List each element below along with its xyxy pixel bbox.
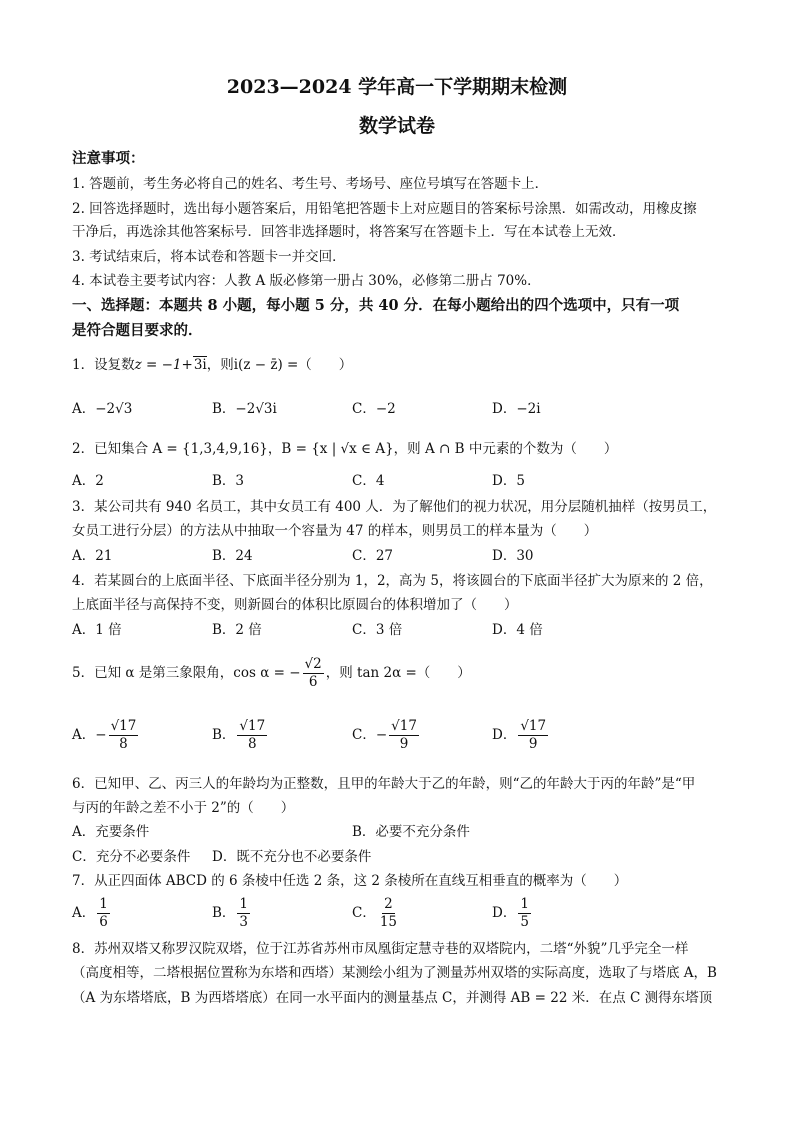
exam-subtitle: 数学试卷 bbox=[358, 115, 435, 137]
q4-option-b: B．2 倍 bbox=[212, 622, 262, 638]
q1-option-d: D．−2i bbox=[492, 401, 541, 417]
notice-item-1: 1. 答题前，考生务必将自己的姓名、考生号、考场号、座位号填写在答题卡上． bbox=[72, 176, 549, 192]
question-8-cont-2: （A 为东塔塔底，B 为西塔塔底）在同一水平面内的测量基点 C，并测得 AB = 22 米．在点 C 测得东塔顶 bbox=[72, 990, 713, 1006]
q7-option-d-den: 5 bbox=[520, 914, 529, 930]
q3-option-a: A．21 bbox=[72, 548, 113, 564]
question-8-cont-1: （高度相等，二塔根据位置称为东塔和西塔）某测绘小组为了测量苏州双塔的实际高度，选取了与塔底 A，B bbox=[72, 965, 717, 981]
q7-option-b-num: 1 bbox=[239, 896, 249, 912]
q1-option-c: C．−2 bbox=[352, 401, 396, 417]
question-6-cont: 与丙的年龄之差不小于 2”的（ ） bbox=[72, 800, 295, 816]
notice-item-4: 4. 本试卷主要考试内容：人教 A 版必修第一册占 30%，必修第二册占 70%． bbox=[72, 273, 541, 289]
q5-option-d-den: 9 bbox=[528, 736, 538, 752]
q1-stem-d: ，则 bbox=[206, 357, 234, 373]
q5-frac-den: 6 bbox=[308, 674, 318, 690]
q5-option-c bbox=[352, 718, 421, 753]
q5-option-c-frac bbox=[389, 718, 419, 753]
q4-option-d: D．4 倍 bbox=[492, 622, 543, 638]
q3-option-b: B．24 bbox=[212, 548, 253, 564]
notice-item-3: 3. 考试结束后，将本试卷和答题卡一并交回． bbox=[72, 249, 346, 265]
q5-option-c-den: 9 bbox=[399, 736, 409, 752]
question-4-cont: 上底面半径与高保持不变，则新圆台的体积比原圆台的体积增加了（ ） bbox=[72, 597, 518, 613]
q4-option-c: C．3 倍 bbox=[352, 622, 403, 638]
question-8: 8．苏州双塔又称罗汉院双塔，位于江苏省苏州市凤凰街定慧寺巷的双塔院内，二塔“外貌”几乎完全一样 bbox=[72, 941, 689, 957]
exam-title: 2023—2024 学年高一下学期期末检测 bbox=[226, 76, 568, 98]
question-7: 7．从正四面体 ABCD 的 6 条棱中任选 2 条，这 2 条棱所在直线互相垂直的概率为（ ） bbox=[72, 873, 628, 889]
q2-option-d: D．5 bbox=[492, 473, 525, 489]
notice-item-2-cont: 干净后，再选涂其他答案标号．回答非选择题时，将答案写在答题卡上．写在本试卷上无效． bbox=[72, 224, 626, 240]
question-3: 3．某公司共有 940 名员工，其中女员工有 400 人．为了解他们的视力状况，用分层随机抽样（按男员工， bbox=[72, 499, 717, 515]
q5-option-b bbox=[212, 718, 269, 753]
q7-option-c-num: 2 bbox=[384, 896, 393, 912]
q3-option-c: C．27 bbox=[352, 548, 394, 564]
q1-option-a-value: √3 bbox=[115, 401, 133, 417]
q7-option-b-den: 3 bbox=[239, 914, 249, 930]
q5-option-c-label: C．− bbox=[352, 727, 388, 743]
q7-option-a-label: A． bbox=[72, 905, 96, 921]
q5-option-a-num: √17 bbox=[110, 718, 137, 734]
q5-option-b-den: 8 bbox=[248, 736, 257, 752]
q1-option-b-value: √3i bbox=[255, 401, 277, 417]
q1-stem-e: i(z − z̄) =（ ） bbox=[233, 357, 353, 373]
q5-option-b-num: √17 bbox=[239, 718, 266, 734]
notice-heading: 注意事项： bbox=[72, 150, 145, 167]
question-4: 4．若某圆台的上底面半径、下底面半径分别为 1，2，高为 5，将该圆台的下底面半径扩大为原来的 2 倍， bbox=[72, 573, 713, 589]
q7-option-a-den: 6 bbox=[99, 914, 108, 930]
q1-option-b-label: B．−2 bbox=[212, 401, 256, 417]
q5-option-c-num: √17 bbox=[391, 718, 417, 734]
q6-option-d: D．既不充分也不必要条件 bbox=[212, 849, 372, 865]
question-5 bbox=[72, 656, 732, 691]
q7-option-c bbox=[352, 896, 401, 931]
q1-stem-c: 3i bbox=[193, 357, 207, 373]
q5-fraction bbox=[303, 656, 324, 691]
q1-option-b bbox=[212, 400, 277, 418]
q2-option-b: B．3 bbox=[212, 473, 245, 489]
q6-option-b: B．必要不充分条件 bbox=[352, 824, 470, 840]
q5-option-d-label: D． bbox=[492, 727, 517, 743]
question-3-cont: 女员工进行分层）的方法从中抽取一个容量为 47 的样本，则男员工的样本量为（ ） bbox=[72, 523, 598, 539]
q7-option-b-frac bbox=[237, 896, 250, 931]
section-heading-cont: 是符合题目要求的． bbox=[72, 322, 203, 339]
q7-option-c-den: 15 bbox=[379, 914, 398, 930]
q5-stem-a: 5．已知 α 是第三象限角，cos α = − bbox=[72, 665, 301, 681]
q5-option-a-den: 8 bbox=[119, 736, 128, 752]
q1-option-a bbox=[72, 400, 132, 418]
q7-option-a-frac bbox=[97, 896, 110, 931]
q7-option-d-frac bbox=[518, 896, 531, 931]
q5-option-b-label: B． bbox=[212, 727, 236, 743]
q5-option-a-label: A．− bbox=[72, 727, 107, 743]
q7-option-d bbox=[492, 896, 533, 931]
q7-option-c-frac bbox=[378, 896, 399, 931]
q5-option-d bbox=[492, 718, 550, 753]
q2-option-c: C．4 bbox=[352, 473, 385, 489]
q5-option-d-frac bbox=[518, 718, 548, 753]
q5-option-d-num: √17 bbox=[520, 718, 547, 734]
q1-option-a-label: A．−2 bbox=[72, 401, 116, 417]
question-2: 2．已知集合 A = {1,3,4,9,16}，B = {x | √x ∈ A}，则 A ∩ B 中元素的个数为（ ） bbox=[72, 441, 618, 457]
q1-stem-b: z = −1+ bbox=[134, 357, 193, 373]
q4-option-a: A．1 倍 bbox=[72, 622, 122, 638]
q5-option-a-frac bbox=[109, 718, 139, 753]
q7-option-a-num: 1 bbox=[99, 896, 108, 912]
question-1 bbox=[72, 356, 732, 374]
q7-option-b bbox=[212, 896, 252, 931]
q7-option-c-label: C． bbox=[352, 905, 376, 921]
q2-option-a: A．2 bbox=[72, 473, 104, 489]
q7-option-d-num: 1 bbox=[520, 896, 529, 912]
section-heading: 一、选择题：本题共 8 小题，每小题 5 分，共 40 分．在每小题给出的四个选项中，只有一项 bbox=[72, 297, 680, 314]
q1-stem-a: 1．设复数 bbox=[72, 357, 135, 373]
q3-option-d: D．30 bbox=[492, 548, 534, 564]
question-6: 6．已知甲、乙、丙三人的年龄均为正整数，且甲的年龄大于乙的年龄，则“乙的年龄大于丙的年龄”是“甲 bbox=[72, 776, 696, 792]
q7-option-a bbox=[72, 896, 112, 931]
q7-option-d-label: D． bbox=[492, 905, 517, 921]
q5-frac-num: √2 bbox=[304, 656, 322, 672]
q6-option-c: C．充分不必要条件 bbox=[72, 849, 191, 865]
notice-item-2: 2. 回答选择题时，选出每小题答案后，用铅笔把答题卡上对应题目的答案标号涂黑．如需改动，用橡皮擦 bbox=[72, 201, 697, 217]
q5-option-b-frac bbox=[237, 718, 267, 753]
q7-option-b-label: B． bbox=[212, 905, 236, 921]
q6-option-a: A．充要条件 bbox=[72, 824, 150, 840]
q5-option-a bbox=[72, 718, 140, 753]
q5-stem-b: ，则 tan 2α =（ ） bbox=[325, 665, 471, 681]
